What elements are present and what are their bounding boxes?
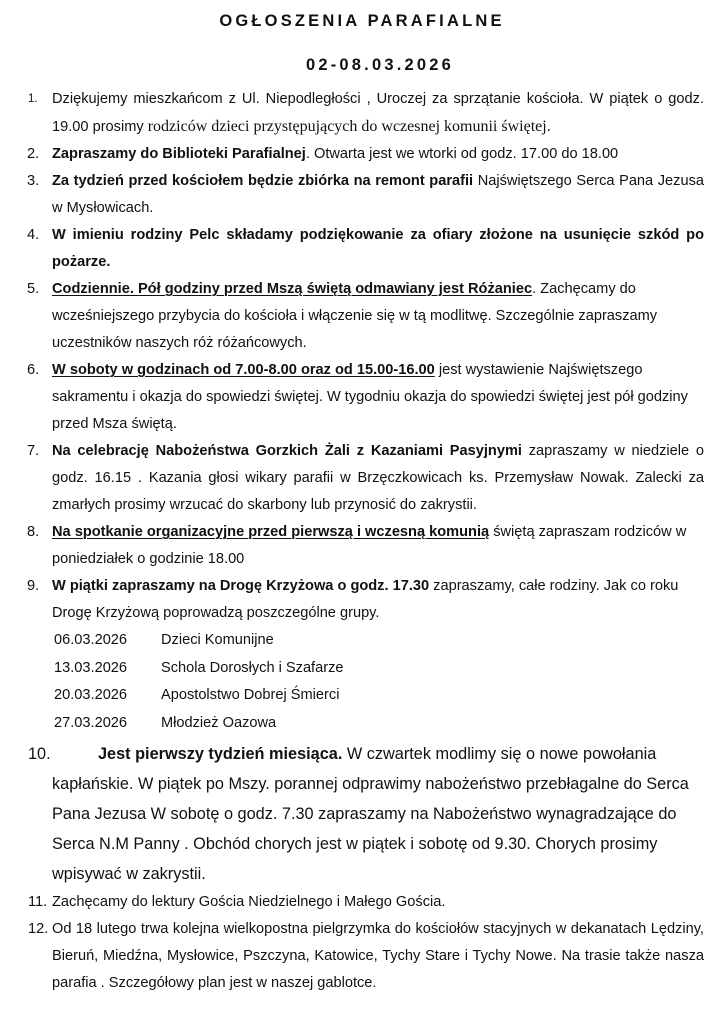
announcement-item <box>0 222 724 276</box>
item-text: . Otwarta jest we wtorki od godz. 17.00 do 18.00 <box>305 146 619 162</box>
schedule-group: Schola Dorosłych i Szafarze <box>161 659 344 676</box>
item-body <box>52 916 704 997</box>
item-text-bold: Za tydzień przed kościołem będzie zbiórka na remont parafii <box>52 173 474 189</box>
item-number: 5. <box>27 281 40 297</box>
item-number: 10. <box>28 745 51 763</box>
date-range: 02-08.03.2026 <box>305 56 455 74</box>
item-body <box>52 141 704 168</box>
item-number: 1. <box>28 93 38 105</box>
item-number: 4. <box>27 227 40 243</box>
schedule-row <box>54 710 724 738</box>
item-body <box>52 222 704 276</box>
schedule-row <box>54 627 724 655</box>
announcement-item <box>0 168 724 222</box>
item-text-bold: W imieniu rodziny Pelc składamy podziękowanie za ofiary złożone na usunięcie szkód po pożarze. <box>52 227 704 270</box>
item-text-bold: W piątki zapraszamy na Drogę Krzyżowa o godz. 17.30 <box>52 578 430 594</box>
item-text: zapraszamy w niedziele o godz. 16.15 . Kazania głosi wikary parafii w Brzęczkowicach ks. Przemysław Nowak. Zalecki za zmarłych prosimy wrzucać do skarbony lub przynosić do zakrystii. <box>52 443 704 513</box>
announcement-item <box>0 739 724 889</box>
announcement-item <box>0 438 724 519</box>
item-number: 11. <box>28 894 48 910</box>
item-text-bold-underlined: W soboty w godzinach od 7.00-8.00 oraz od 15.00-16.00 <box>52 362 435 378</box>
item-number: 12. <box>28 921 49 937</box>
item-body <box>52 889 704 916</box>
item-number: 2. <box>27 146 40 162</box>
announcement-item <box>0 86 724 141</box>
schedule-date: 27.03.2026 <box>54 714 128 731</box>
item-text-bold: Zapraszamy do Biblioteki Parafialnej <box>52 146 306 162</box>
item-number: 6. <box>27 362 40 378</box>
item-text-bold: Jest pierwszy tydzień miesiąca. <box>98 745 343 763</box>
announcement-item <box>0 357 724 438</box>
announcement-item <box>0 276 724 357</box>
item-number: 8. <box>27 524 40 540</box>
item-body <box>52 519 704 573</box>
item-text: jest wystawienie Najświętszego sakramentu i okazja do spowiedzi świętej. W tygodniu okazja do spowiedzi świętej jest pół godziny przed Msza świętą. <box>52 362 688 432</box>
item-text: W czwartek modlimy się o nowe powołania kapłańskie. W piątek po Mszy. porannej odprawimy nabożeństwo przebłagalne do Serca Pana Jezusa W sobotę o godz. 7.30 zapraszamy na Nabożeństwo wynagradzające do Serca N.M Panny . Obchód chorych jest w piątek i sobotę od 9.30. Chorych prosimy wpisywać w zakrystii. <box>52 745 689 883</box>
announcement-item <box>0 519 724 573</box>
item-body <box>52 86 704 141</box>
announcements-list <box>0 86 724 997</box>
item-text: . Zachęcamy do wcześniejszego przybycia do kościoła i włączenie się w tą modlitwę. Szczególnie zapraszamy uczestników naszych róż różańcowych. <box>52 281 658 351</box>
announcement-item <box>0 573 724 737</box>
page-title: OGŁOSZENIA PARAFIALNE <box>219 12 505 30</box>
announcement-item <box>0 141 724 168</box>
item-text: Najświętszego Serca Pana Jezusa w Mysłowicach. <box>52 173 704 216</box>
item-text-bold: Na celebrację Nabożeństwa Gorzkich Żali z Kazaniami Pasyjnymi <box>52 443 522 459</box>
item-text-bold-underlined: Na spotkanie organizacyjne przed pierwszą i wczesną komunią <box>52 524 490 540</box>
item-number: 3. <box>27 173 40 189</box>
item-text: Zachęcamy do lektury Gościa Niedzielnego i Małego Gościa. <box>52 894 446 910</box>
item-text: Od 18 lutego trwa kolejna wielkopostna pielgrzymka do kościołów stacyjnych w dekanatach Lędziny, Bieruń, Miedźna, Mysłowice, Pszczyna, Katowice, Tychy Stare i Tychy Nowe. Na trasie także nasza parafia . Szczegółowy plan jest w naszej gablotce. <box>52 921 704 991</box>
item-text: zapraszamy, całe rodziny. Jak co roku Drogę Krzyżową poprowadzą poszczególne grupy. <box>52 578 679 621</box>
item-body <box>52 739 708 889</box>
item-body <box>52 276 704 357</box>
schedule-date: 06.03.2026 <box>54 632 128 648</box>
item-body <box>52 573 704 627</box>
announcement-item <box>0 916 724 997</box>
schedule-row <box>54 682 724 710</box>
schedule-date: 20.03.2026 <box>54 687 128 703</box>
item-number: 9. <box>27 578 40 594</box>
item-text: rodziców dzieci przystępujących do wczesnej komunii świętej. <box>147 118 551 135</box>
item-body <box>52 438 704 519</box>
schedule-group: Apostolstwo Dobrej Śmierci <box>161 687 340 703</box>
item-text: świętą zapraszam rodziców w poniedziałek o godzinie 18.00 <box>52 524 687 567</box>
item-text-bold-underlined: Codziennie. Pół godziny przed Mszą świętą odmawiany jest Różaniec <box>52 281 533 297</box>
way-of-cross-schedule <box>54 627 724 737</box>
schedule-group: Dzieci Komunijne <box>161 632 274 648</box>
item-number: 7. <box>27 443 40 459</box>
announcement-item <box>0 889 724 916</box>
schedule-group: Młodzież Oazowa <box>161 714 277 731</box>
schedule-row <box>54 655 724 683</box>
item-body <box>52 168 704 222</box>
item-body <box>52 357 704 438</box>
item-text: Dziękujemy mieszkańcom z Ul. Niepodległości , Uroczej za sprzątanie kościoła. W piątek o godz. 19.00 prosimy <box>52 91 704 135</box>
schedule-date: 13.03.2026 <box>54 659 128 676</box>
